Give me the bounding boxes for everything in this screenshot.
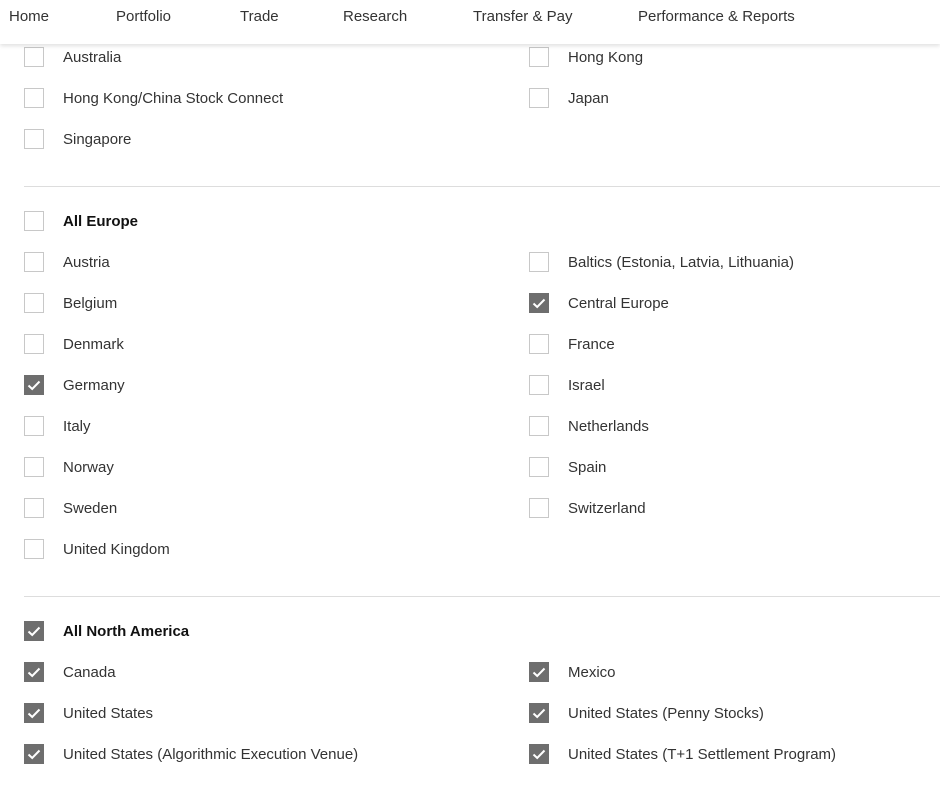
checkbox[interactable] [24, 293, 44, 313]
option-label: Norway [63, 458, 114, 476]
market-selection-panel [0, 44, 940, 796]
checkbox[interactable] [529, 293, 549, 313]
checkmark-icon [27, 667, 41, 678]
option-label: Australia [63, 48, 122, 66]
option-label: All Europe [63, 212, 139, 230]
option-spain[interactable] [529, 456, 606, 478]
checkbox[interactable] [24, 252, 44, 272]
checkbox[interactable] [24, 211, 44, 231]
option-hk-china-connect[interactable] [24, 87, 283, 109]
nav-home[interactable]: Home [9, 8, 50, 25]
checkbox[interactable] [529, 457, 549, 477]
checkbox[interactable] [529, 662, 549, 682]
option-us-algorithmic-venue[interactable] [24, 743, 358, 765]
option-central-europe[interactable] [529, 292, 669, 314]
checkbox[interactable] [24, 498, 44, 518]
option-singapore[interactable] [24, 128, 131, 150]
option-label: Hong Kong [568, 48, 644, 66]
option-austria[interactable] [24, 251, 110, 273]
checkbox[interactable] [529, 744, 549, 764]
option-label: United States (Penny Stocks) [568, 704, 764, 722]
nav-portfolio[interactable]: Portfolio [116, 8, 172, 25]
option-germany[interactable] [24, 374, 125, 396]
checkbox[interactable] [529, 703, 549, 723]
option-label: Italy [63, 417, 91, 435]
option-all-europe[interactable] [24, 210, 138, 232]
option-united-kingdom[interactable] [24, 538, 170, 560]
option-united-states[interactable] [24, 702, 153, 724]
checkmark-icon [532, 298, 546, 309]
option-us-t1-settlement[interactable] [529, 743, 836, 765]
option-label: Spain [568, 458, 607, 476]
checkbox[interactable] [529, 498, 549, 518]
option-japan[interactable] [529, 87, 609, 109]
option-label: United States (T+1 Settlement Program) [568, 745, 837, 763]
option-label: Sweden [63, 499, 118, 517]
option-label: Singapore [63, 130, 132, 148]
option-canada[interactable] [24, 661, 116, 683]
checkbox[interactable] [24, 334, 44, 354]
option-label: Netherlands [568, 417, 649, 435]
option-label: Japan [568, 89, 609, 107]
top-nav [0, 0, 940, 44]
option-label: All North America [63, 622, 190, 640]
nav-research[interactable]: Research [343, 8, 408, 25]
option-israel[interactable] [529, 374, 605, 396]
nav-transfer-pay[interactable]: Transfer & Pay [473, 8, 573, 25]
checkbox[interactable] [529, 88, 549, 108]
checkbox[interactable] [24, 662, 44, 682]
option-australia[interactable] [24, 46, 121, 68]
checkbox[interactable] [24, 47, 44, 67]
option-label: Belgium [63, 294, 118, 312]
option-label: Hong Kong/China Stock Connect [63, 89, 284, 107]
option-label: Israel [568, 376, 605, 394]
option-belgium[interactable] [24, 292, 117, 314]
checkbox[interactable] [529, 47, 549, 67]
option-mexico[interactable] [529, 661, 616, 683]
checkbox[interactable] [529, 252, 549, 272]
checkbox[interactable] [24, 416, 44, 436]
option-label: United States (Algorithmic Execution Venue) [63, 745, 359, 763]
nav-trade[interactable]: Trade [240, 8, 279, 25]
option-norway[interactable] [24, 456, 114, 478]
checkmark-icon [27, 380, 41, 391]
checkbox[interactable] [24, 88, 44, 108]
checkbox[interactable] [24, 744, 44, 764]
section-divider [24, 596, 940, 597]
checkbox[interactable] [24, 457, 44, 477]
option-label: Switzerland [568, 499, 646, 517]
option-baltics[interactable] [529, 251, 794, 273]
option-label: Germany [63, 376, 125, 394]
option-sweden[interactable] [24, 497, 117, 519]
checkbox[interactable] [529, 334, 549, 354]
option-all-north-america[interactable] [24, 620, 189, 642]
option-switzerland[interactable] [529, 497, 646, 519]
checkmark-icon [532, 749, 546, 760]
checkbox[interactable] [24, 375, 44, 395]
checkmark-icon [27, 708, 41, 719]
nav-performance-reports[interactable]: Performance & Reports [638, 8, 795, 25]
section-divider [24, 186, 940, 187]
checkmark-icon [27, 749, 41, 760]
option-label: France [568, 335, 615, 353]
option-label: Denmark [63, 335, 124, 353]
checkbox[interactable] [529, 375, 549, 395]
checkbox[interactable] [24, 539, 44, 559]
option-label: Canada [63, 663, 116, 681]
option-label: Baltics (Estonia, Latvia, Lithuania) [568, 253, 794, 271]
checkmark-icon [532, 708, 546, 719]
checkbox[interactable] [529, 416, 549, 436]
option-label: Central Europe [568, 294, 669, 312]
checkmark-icon [27, 626, 41, 637]
option-label: United Kingdom [63, 540, 170, 558]
option-label: Mexico [568, 663, 616, 681]
checkmark-icon [532, 667, 546, 678]
option-label: Austria [63, 253, 110, 271]
option-hong-kong[interactable] [529, 46, 643, 68]
checkbox[interactable] [24, 621, 44, 641]
option-label: United States [63, 704, 154, 722]
checkbox[interactable] [24, 129, 44, 149]
option-italy[interactable] [24, 415, 91, 437]
option-us-penny-stocks[interactable] [529, 702, 764, 724]
option-netherlands[interactable] [529, 415, 649, 437]
option-denmark[interactable] [24, 333, 124, 355]
checkbox[interactable] [24, 703, 44, 723]
option-france[interactable] [529, 333, 615, 355]
